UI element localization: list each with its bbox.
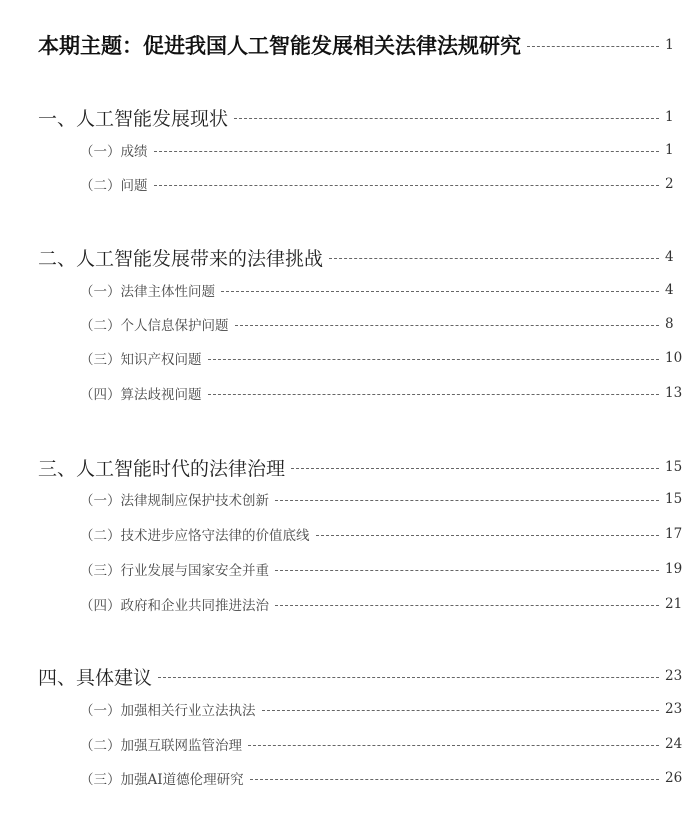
entry-label: （二）技术进步应恪守法律的价值底线 [80, 528, 310, 544]
dotted-leader [275, 570, 659, 571]
entry-label: （二）个人信息保护问题 [80, 318, 229, 334]
toc-entry[interactable] [80, 313, 693, 335]
toc-title-prefix: 本期主题： [38, 34, 143, 58]
toc-title-text: 促进我国人工智能发展相关法律法规研究 [143, 33, 521, 58]
toc-entry[interactable] [80, 558, 693, 580]
section-heading: 二、人工智能发展带来的法律挑战 [38, 247, 324, 270]
page-number: 1 [665, 37, 674, 53]
toc-section-1[interactable] [38, 103, 693, 131]
dotted-leader [291, 468, 659, 469]
dotted-leader [527, 46, 659, 47]
toc-entry[interactable] [80, 698, 693, 720]
entry-label: （一）法律主体性问题 [80, 284, 215, 300]
dotted-leader [248, 745, 659, 746]
page-number: 15 [665, 459, 683, 475]
page-number: 1 [665, 142, 674, 158]
entry-label: （二）问题 [80, 178, 148, 194]
page-number: 15 [665, 491, 683, 507]
page-number: 17 [665, 526, 683, 542]
dotted-leader [235, 325, 660, 326]
toc-entry[interactable] [80, 767, 693, 789]
dotted-leader [262, 710, 660, 711]
toc-section-2[interactable] [38, 243, 693, 271]
section-heading: 三、人工智能时代的法律治理 [38, 457, 286, 480]
dotted-leader [158, 677, 659, 678]
toc-entry[interactable] [80, 488, 693, 510]
dotted-leader [275, 605, 659, 606]
entry-label: （一）法律规制应保护技术创新 [80, 493, 269, 509]
page-number: 13 [665, 385, 683, 401]
page-number: 1 [665, 109, 674, 125]
entry-label: （三）加强AI道德伦理研究 [80, 772, 244, 788]
dotted-leader [154, 151, 660, 152]
dotted-leader [154, 185, 660, 186]
entry-label: （三）知识产权问题 [80, 352, 202, 368]
toc-entry[interactable] [80, 173, 693, 195]
page-number: 19 [665, 561, 683, 577]
toc-entry[interactable] [80, 523, 693, 545]
entry-label: （三）行业发展与国家安全并重 [80, 563, 269, 579]
dotted-leader [329, 258, 659, 259]
dotted-leader [208, 394, 660, 395]
toc-entry[interactable] [80, 139, 693, 161]
section-heading: 四、具体建议 [38, 666, 153, 689]
page-number: 23 [665, 701, 683, 717]
dotted-leader [275, 500, 659, 501]
toc-entry[interactable] [80, 279, 693, 301]
entry-label: （四）算法歧视问题 [80, 387, 202, 403]
dotted-leader [250, 779, 659, 780]
page-number: 21 [665, 596, 683, 612]
entry-label: （二）加强互联网监管治理 [80, 738, 242, 754]
page-number: 4 [665, 282, 674, 298]
page-number: 4 [665, 249, 674, 265]
toc-entry[interactable] [80, 347, 693, 369]
page-number: 23 [665, 668, 683, 684]
toc-entry[interactable] [80, 593, 693, 615]
page-number: 2 [665, 176, 674, 192]
toc-section-3[interactable] [38, 453, 693, 481]
page-number: 26 [665, 770, 683, 786]
toc-title [38, 30, 521, 60]
toc-section-4[interactable] [38, 662, 693, 690]
entry-label: （一）加强相关行业立法执法 [80, 703, 256, 719]
toc-entry[interactable] [80, 382, 693, 404]
section-heading: 一、人工智能发展现状 [38, 107, 229, 130]
page-number: 10 [665, 350, 683, 366]
dotted-leader [316, 535, 660, 536]
dotted-leader [221, 291, 659, 292]
page-number: 24 [665, 736, 683, 752]
dotted-leader [234, 118, 659, 119]
page-number: 8 [665, 316, 674, 332]
dotted-leader [208, 359, 660, 360]
toc-title-row[interactable] [38, 30, 693, 60]
entry-label: （四）政府和企业共同推进法治 [80, 598, 269, 614]
entry-label: （一）成绩 [80, 144, 148, 160]
toc-entry[interactable] [80, 733, 693, 755]
